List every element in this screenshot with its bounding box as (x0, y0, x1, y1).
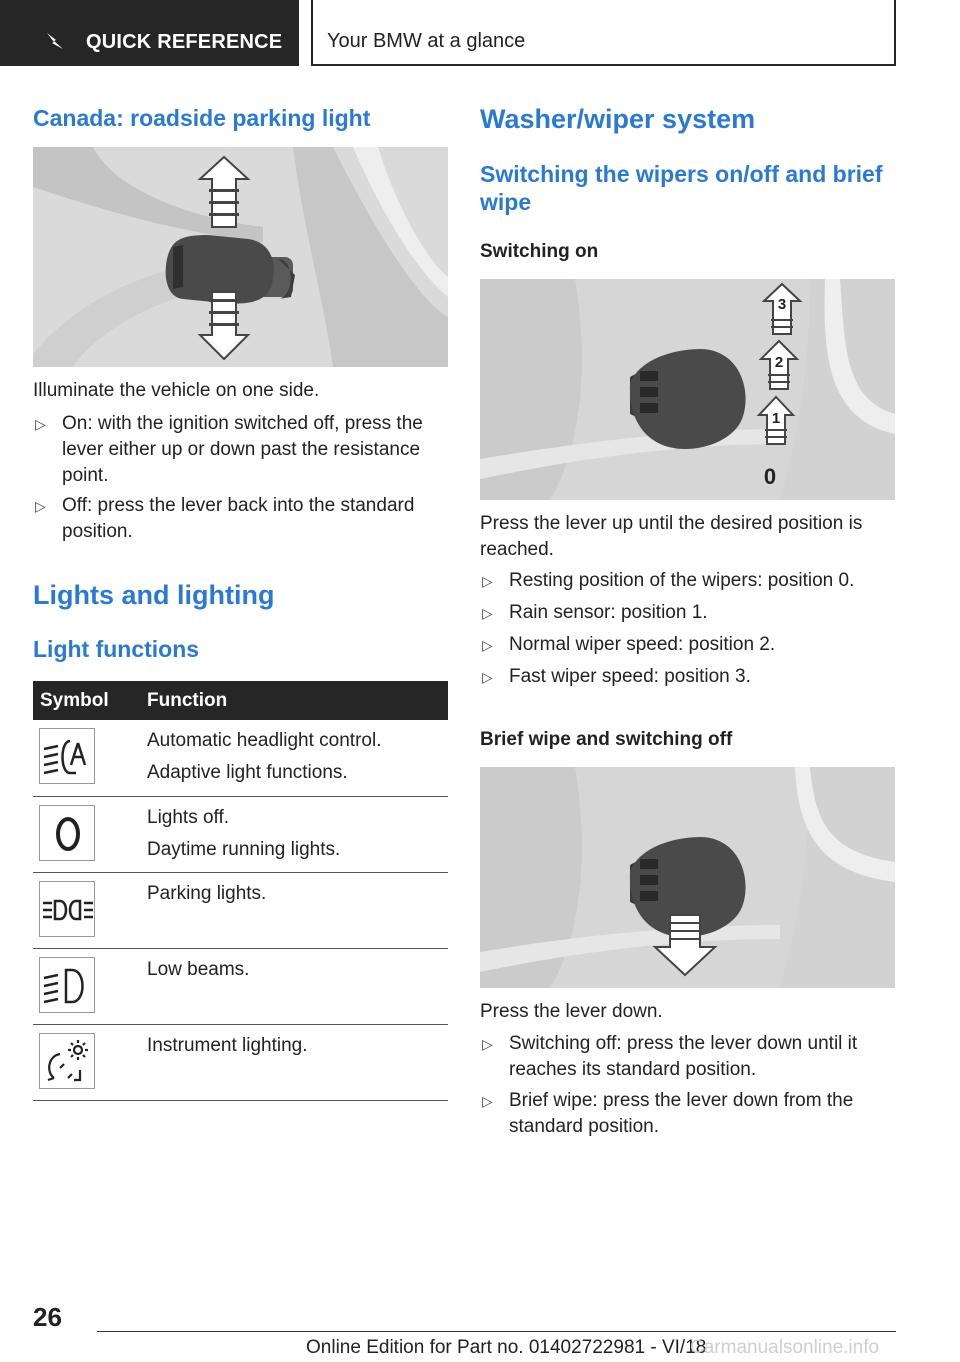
table-row (33, 872, 448, 948)
list-item: ▷ On: with the ignition switched off, press the lever either up or down past the resistance point. (35, 413, 423, 486)
triangle-bullet-icon: ▷ (35, 416, 46, 432)
watermark: Carmanualsonline.info (690, 1337, 880, 1358)
brief-wipe-heading: Brief wipe and switching off (480, 729, 733, 750)
auto-headlight-icon (39, 728, 95, 784)
parking-lights-icon (39, 881, 95, 937)
wiper-lever-down-illustration (480, 767, 895, 988)
triangle-bullet-icon: ▷ (482, 1036, 493, 1052)
lights-heading: Lights and lighting (33, 580, 275, 610)
position-label-1: 1 (771, 410, 781, 427)
triangle-bullet-icon: ▷ (35, 498, 46, 514)
triangle-bullet-icon: ▷ (482, 573, 493, 589)
list-item: ▷ Rain sensor: position 1. (480, 600, 895, 626)
table-row (33, 948, 448, 1024)
canada-intro: Illuminate the vehicle on one side. (33, 380, 320, 401)
table-row (33, 1024, 448, 1100)
position-label-0: 0 (763, 464, 777, 489)
triangle-bullet-icon: ▷ (482, 637, 493, 653)
page-header (0, 0, 960, 66)
lightning-bolt-icon (44, 30, 66, 52)
list-item: ▷ Switching off: press the lever down until it reaches its standard position. (482, 1033, 858, 1080)
light-functions-heading: Light functions (33, 636, 200, 662)
column-header-function: Function (140, 681, 448, 720)
section-label: QUICK REFERENCE (86, 31, 283, 53)
chapter-tab (311, 0, 896, 66)
function-text: Parking lights. (147, 882, 267, 904)
light-functions-table (33, 681, 448, 1101)
function-text: Low beams. (147, 958, 250, 980)
switching-heading: Switching the wipers on/off and brief wipe (480, 161, 883, 215)
function-text: Instrument lighting. (147, 1034, 308, 1056)
list-item: ▷ Fast wiper speed: position 3. (480, 664, 895, 690)
function-text: Automatic headlight control. (147, 730, 382, 751)
position-label-3: 3 (777, 296, 787, 313)
wiper-switching-on-figure (480, 279, 895, 500)
wiper-lever-up-illustration (480, 279, 895, 500)
low-beam-icon (39, 957, 95, 1013)
position-label-2: 2 (774, 354, 784, 371)
table-row (33, 720, 448, 796)
edition-text: Online Edition for Part no. 01402722981 - VI/18 (306, 1337, 707, 1358)
parking-light-lever-figure (33, 147, 448, 367)
page-number: 26 (33, 1302, 62, 1332)
column-header-symbol: Symbol (33, 681, 140, 720)
function-text: Adaptive light functions. (147, 762, 348, 783)
triangle-bullet-icon: ▷ (482, 1093, 493, 1109)
triangle-bullet-icon: ▷ (482, 605, 493, 621)
lights-off-zero-icon (39, 805, 95, 861)
table-header-row (33, 681, 448, 720)
parking-light-lever-illustration (33, 147, 448, 367)
list-item: ▷ Normal wiper speed: position 2. (480, 632, 895, 658)
washer-heading: Washer/wiper system (480, 104, 756, 134)
table-row (33, 796, 448, 872)
instrument-lighting-icon (39, 1033, 95, 1089)
function-text: Daytime running lights. (147, 838, 341, 860)
list-item: ▷ Off: press the lever back into the standard position. (35, 495, 415, 542)
canada-heading: Canada: roadside parking light (33, 105, 371, 131)
triangle-bullet-icon: ▷ (482, 669, 493, 685)
wiper-brief-wipe-figure (480, 767, 895, 988)
function-text: Lights off. (147, 806, 230, 828)
switching-on-heading: Switching on (480, 241, 599, 262)
list-item: ▷ Brief wipe: press the lever down from the standard position. (482, 1090, 854, 1137)
brief-wipe-text: Press the lever down. (480, 1001, 663, 1022)
footer-divider (97, 1331, 896, 1332)
section-tab (0, 0, 299, 66)
switching-on-text: Press the lever up until the desired position is reached. (480, 513, 863, 560)
chapter-title: Your BMW at a glance (327, 30, 526, 52)
list-item: ▷ Resting position of the wipers: position 0. (480, 568, 895, 594)
